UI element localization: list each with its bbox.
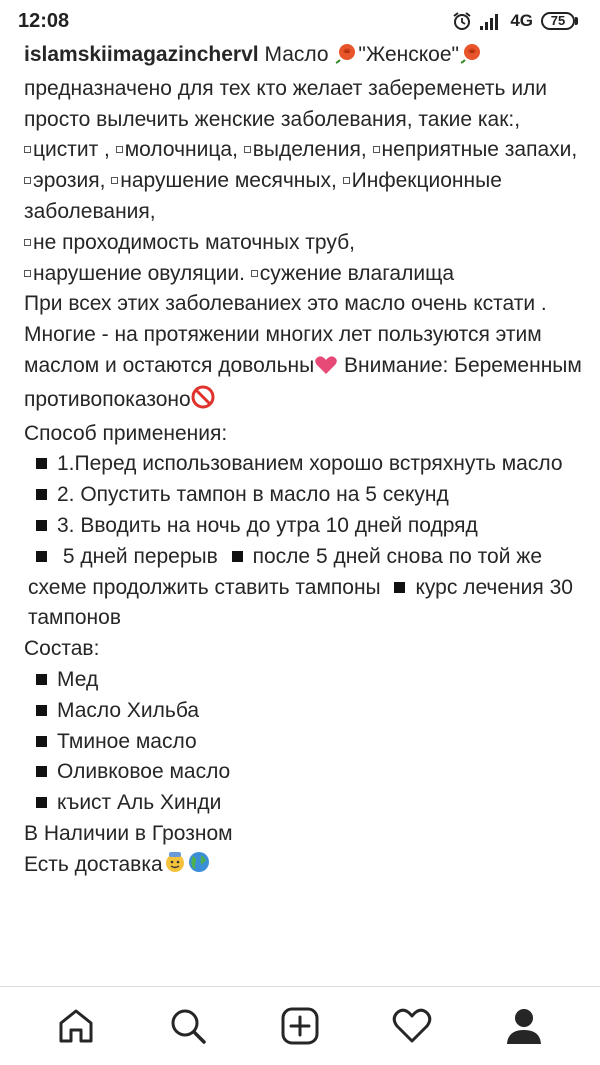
caption-line: При всех этих заболеваниех это масло очень кстати . <box>24 292 547 316</box>
caption-text: "Женское" <box>358 43 459 66</box>
signal-icon <box>480 12 502 30</box>
caption-line: Тминое масло <box>24 727 584 758</box>
heart-emoji-icon <box>314 354 338 385</box>
caption-text: предназначено для тех кто желает забеременеть или просто вылечить женские заболевания, такие как:, <box>24 76 548 131</box>
caption-text: Масло <box>264 43 335 66</box>
caption-line: нарушение овуляции. сужение влагалища <box>24 259 584 290</box>
caption-line: къист Аль Хинди <box>24 788 584 819</box>
caption-line: Состав: <box>24 637 100 661</box>
nav-new-post-button[interactable] <box>270 996 330 1056</box>
username-link[interactable]: islamskiimagazinchervl <box>24 43 259 66</box>
nav-home-button[interactable] <box>46 996 106 1056</box>
alarm-clock-icon <box>452 11 472 31</box>
new-post-icon <box>280 1006 320 1046</box>
rose-icon <box>334 42 358 74</box>
profile-icon <box>504 1006 544 1046</box>
caption-line: Многие - на протяжении многих лет пользуются этим маслом и остаются довольны Внимание: Беременным противопоказоно <box>24 320 584 418</box>
caption-line: Мед <box>24 665 584 696</box>
caption-line: не проходимость маточных труб, <box>24 228 584 259</box>
battery-icon <box>541 12 578 30</box>
caption-paragraph-intro <box>24 40 584 135</box>
globe-icon <box>187 850 211 884</box>
search-icon <box>168 1006 208 1046</box>
nav-activity-button[interactable] <box>382 996 442 1056</box>
nav-search-button[interactable] <box>158 996 218 1056</box>
status-time: 12:08 <box>18 9 70 32</box>
battery-level: 75 <box>541 12 575 30</box>
caption-line: Есть доставка <box>24 850 584 884</box>
caption-line: Масло Хильба <box>24 696 584 727</box>
caption-line: 2. Опустить тампон в масло на 5 секунд <box>24 480 584 511</box>
caption-line: цистит , молочница, выделения, неприятные запахи, <box>24 135 584 166</box>
smiley-icon <box>163 850 187 884</box>
caption-line: В Наличии в Грозном <box>24 821 233 845</box>
caption-line: Оливковое масло <box>24 757 584 788</box>
caption-line: 1.Перед использованием хорошо встряхнуть масло <box>24 449 584 480</box>
network-type: 4G <box>510 11 533 30</box>
caption-line: 5 дней перерыв после 5 дней снова по той же схеме продолжить ставить тампоны курс лечения 30 тампонов <box>28 544 573 630</box>
status-icons <box>452 11 578 31</box>
bottom-navigation <box>0 986 600 1065</box>
rose-icon <box>459 42 483 74</box>
nav-profile-button[interactable] <box>494 996 554 1056</box>
caption-line: 3. Вводить на ночь до утра 10 дней подряд <box>24 511 584 542</box>
prohibited-icon <box>191 385 215 419</box>
home-icon <box>56 1006 96 1046</box>
caption-line: Способ применения: <box>24 421 228 445</box>
activity-heart-icon <box>391 1006 433 1046</box>
post-caption <box>24 40 584 986</box>
caption-line: эрозия, нарушение месячных, Инфекционные заболевания, <box>24 169 502 223</box>
status-bar <box>0 0 600 42</box>
